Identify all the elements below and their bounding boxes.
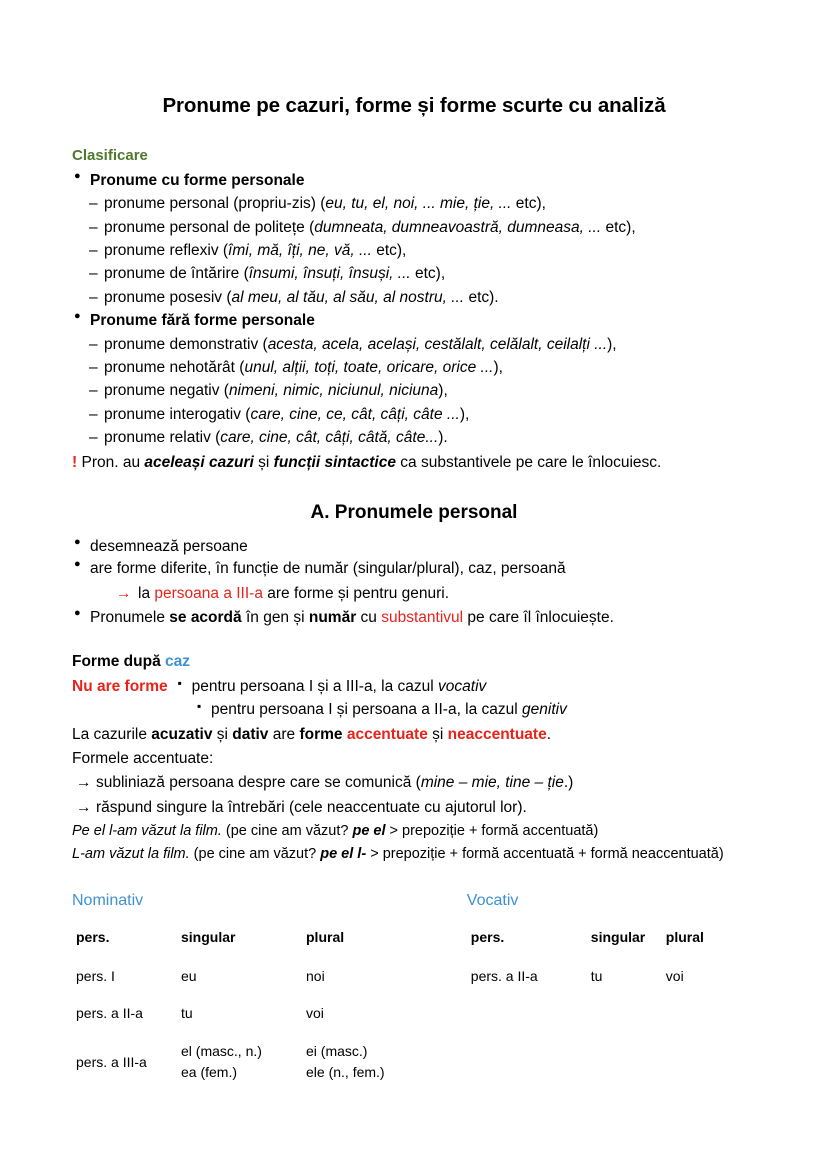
group-label: Pronume fără forme personale [90, 312, 315, 330]
cases-p5: . [546, 725, 552, 743]
item-examples: eu, tu, el, noi, ... mie, ție, ... [325, 195, 512, 213]
item-tail: etc). [464, 288, 499, 306]
note-mid: și [253, 454, 274, 472]
section-a-heading: A. Pronumele personal [310, 501, 518, 523]
item-lead: pronume reflexiv ( [104, 242, 229, 260]
nominativ-table-block [72, 890, 442, 1092]
vocativ-table [467, 922, 756, 995]
group-label: Pronume cu forme personale [90, 171, 305, 189]
cases-line [72, 724, 756, 745]
cell-line: ei (masc.) [306, 1043, 368, 1060]
item-pre: subliniază persoana despre care se comunică ( [96, 774, 421, 792]
bullet-text: are forme diferite, în funcție de număr (singular/plural), caz, persoană [90, 560, 566, 578]
no-forms-line-2-case: genitiv [522, 701, 567, 719]
table-header-row [72, 922, 442, 957]
tables-area [72, 890, 756, 1092]
example-2-analysis: > prepoziție + formă accentuată + formă neaccentuată) [366, 846, 724, 863]
list-item [72, 240, 756, 261]
cell-singular: tu [181, 1004, 193, 1021]
arrow-note-post: are forme și pentru genuri. [262, 584, 450, 602]
item-tail: ), [438, 382, 448, 400]
item-examples: unul, alții, toți, toate, oricare, orice ... [244, 358, 494, 376]
example-1-question: (pe cine am văzut? [221, 823, 353, 840]
cell-singular [177, 1032, 302, 1092]
list-item [72, 310, 756, 331]
example-2-sentence: L-am văzut la film. [72, 846, 190, 863]
cases-p3: are [268, 725, 300, 743]
no-forms-row [72, 676, 756, 697]
item-tail: ), [493, 358, 503, 376]
item-lead: pronume posesiv ( [104, 288, 232, 306]
note-post: ca substantivele pe care le înlocuiesc. [395, 454, 662, 472]
column-header-singular: singular [590, 929, 646, 946]
list-item [72, 287, 756, 308]
item-lead: pronume personal de politețe ( [104, 218, 315, 236]
item-tail: ). [438, 429, 448, 447]
arrow-note-highlight: persoana a III-a [154, 584, 263, 602]
list-item [72, 217, 756, 238]
exclamation-icon: ! [72, 454, 78, 472]
cases-b1: acuzativ [151, 725, 213, 743]
agreement-b2: număr [308, 609, 357, 627]
item-lead: pronume demonstrativ ( [104, 335, 268, 353]
note-pre: Pron. au [77, 454, 145, 472]
no-forms-line-1-case: vocativ [438, 677, 487, 695]
list-item [72, 536, 756, 557]
no-forms-label: Nu are forme [72, 677, 168, 695]
note-bold-2: funcții sintactice [273, 454, 396, 472]
list-item [72, 193, 756, 214]
table-row [72, 958, 442, 995]
agreement-p1: Pronumele [90, 609, 170, 627]
item-italic: mine – mie, tine – ție [420, 774, 564, 792]
cell-plural: voi [665, 967, 684, 984]
item-tail: etc), [601, 218, 636, 236]
no-forms-line-2-text: pentru persoana I și persoana a II-a, la cazul [211, 701, 523, 719]
no-forms-line-1-text: pentru persoana I și a III-a, la cazul [191, 677, 439, 695]
item-lead: pronume de întărire ( [104, 265, 249, 283]
item-examples: acesta, acela, același, cestălalt, celălalt, ceilalți ... [267, 335, 608, 353]
column-header-plural: plural [665, 929, 704, 946]
table-header-row [467, 922, 756, 957]
classification-heading: Clasificare [72, 147, 148, 165]
cases-p4: și [427, 725, 448, 743]
accented-forms-item-2 [72, 797, 756, 818]
example-2-answer: pe el l- [320, 846, 367, 863]
no-forms-line-1 [178, 676, 487, 697]
item-tail: ), [459, 405, 470, 423]
classification-list [72, 170, 756, 449]
list-item [72, 427, 756, 448]
item-tail: etc), [371, 242, 407, 260]
column-header-singular: singular [181, 929, 236, 946]
cell-plural: voi [306, 1004, 324, 1021]
note-bold-1: aceleași cazuri [144, 454, 254, 472]
agreement-p3: cu [356, 609, 382, 627]
cell-pers: pers. a II-a [76, 1004, 143, 1021]
list-item [72, 404, 756, 425]
example-2-question: (pe cine am văzut? [189, 846, 321, 863]
example-1-analysis: > prepoziție + formă accentuată) [385, 823, 599, 840]
cell-plural [302, 1032, 442, 1092]
cases-b2: dativ [232, 725, 269, 743]
list-item [72, 170, 756, 191]
cell-singular: tu [590, 967, 603, 984]
list-item [72, 357, 756, 378]
item-tail: etc), [410, 265, 446, 283]
cell-line: el (masc., n.) [181, 1043, 262, 1060]
forms-heading-keyword: caz [165, 652, 191, 670]
table-row [72, 1032, 442, 1092]
column-header-plural: plural [306, 929, 345, 946]
example-1-sentence: Pe el l-am văzut la film. [72, 823, 222, 840]
column-header-pers: pers. [76, 929, 110, 946]
bullet-text: desemnează persoane [90, 538, 248, 556]
item-lead: pronume relativ ( [104, 429, 221, 447]
cases-b3: forme [299, 725, 347, 743]
page-title: Pronume pe cazuri, forme și forme scurte cu analiză [162, 94, 666, 117]
no-forms-line-2 [197, 699, 756, 720]
cell-pers: pers. a III-a [76, 1053, 147, 1070]
vocativ-table-block [442, 890, 756, 1092]
cases-accented: accentuate [346, 725, 428, 743]
section-a-list [72, 536, 756, 580]
cases-p1: La cazurile [72, 725, 152, 743]
column-header-pers: pers. [470, 929, 505, 946]
item-examples: nimeni, nimic, niciunul, niciuna [228, 382, 439, 400]
example-1-answer: pe el [352, 823, 386, 840]
list-item [72, 334, 756, 355]
forms-heading-pre: Forme după [72, 652, 166, 670]
agreement-highlight: substantivul [381, 609, 464, 627]
item-tail: etc), [511, 195, 546, 213]
cell-line: ele (n., fem.) [306, 1064, 385, 1081]
cell-plural: noi [306, 967, 325, 984]
arrow-note-pre: la [138, 584, 155, 602]
nominativ-title: Nominativ [72, 892, 144, 910]
section-a-agreement [72, 607, 756, 628]
agreement-p4: pe care îl înlocuiește. [463, 609, 614, 627]
item-examples: îmi, mă, îți, ne, vă, ... [228, 242, 372, 260]
cases-unaccented: neaccentuate [447, 725, 547, 743]
list-item [72, 607, 756, 628]
list-item [72, 558, 756, 579]
item-lead: pronume interogativ ( [104, 405, 251, 423]
agreement-b1: se acordă [169, 609, 242, 627]
cell-pers: pers. a II-a [470, 967, 538, 984]
agreement-p2: în gen și [241, 609, 309, 627]
cell-singular: eu [181, 967, 197, 984]
accented-forms-item-1 [72, 772, 756, 793]
item-pre: răspund singure la întrebări (cele neaccentuate cu ajutorul lor). [96, 798, 527, 816]
section-a-arrow-note [72, 583, 756, 604]
list-item [72, 263, 756, 284]
item-examples: care, cine, cât, câți, câtă, câte... [220, 429, 439, 447]
arrow-icon: → [116, 584, 132, 602]
example-2 [72, 844, 756, 864]
item-lead: pronume personal (propriu-zis) ( [104, 195, 326, 213]
item-examples: al meu, al tău, al său, al nostru, ... [231, 288, 465, 306]
item-tail: ), [607, 335, 617, 353]
item-examples: însumi, însuți, însuși, ... [248, 265, 411, 283]
classification-section [72, 146, 756, 474]
accented-forms-label: Formele accentuate: [72, 750, 214, 768]
cases-p2: și [212, 725, 233, 743]
vocativ-title: Vocativ [466, 892, 519, 910]
nominativ-table [72, 922, 442, 1092]
example-1 [72, 821, 756, 841]
classification-note [72, 452, 756, 473]
list-item [72, 380, 756, 401]
item-tail: .) [563, 774, 574, 792]
item-lead: pronume nehotărât ( [104, 358, 245, 376]
item-examples: care, cine, ce, cât, câți, câte ... [250, 405, 460, 423]
item-examples: dumneata, dumneavoastră, dumneasa, ... [314, 218, 602, 236]
cell-line: ea (fem.) [181, 1064, 238, 1081]
forms-heading [72, 651, 756, 672]
table-row [72, 995, 442, 1032]
table-row [467, 958, 756, 995]
cell-pers: pers. I [76, 967, 115, 984]
item-lead: pronume negativ ( [104, 382, 229, 400]
